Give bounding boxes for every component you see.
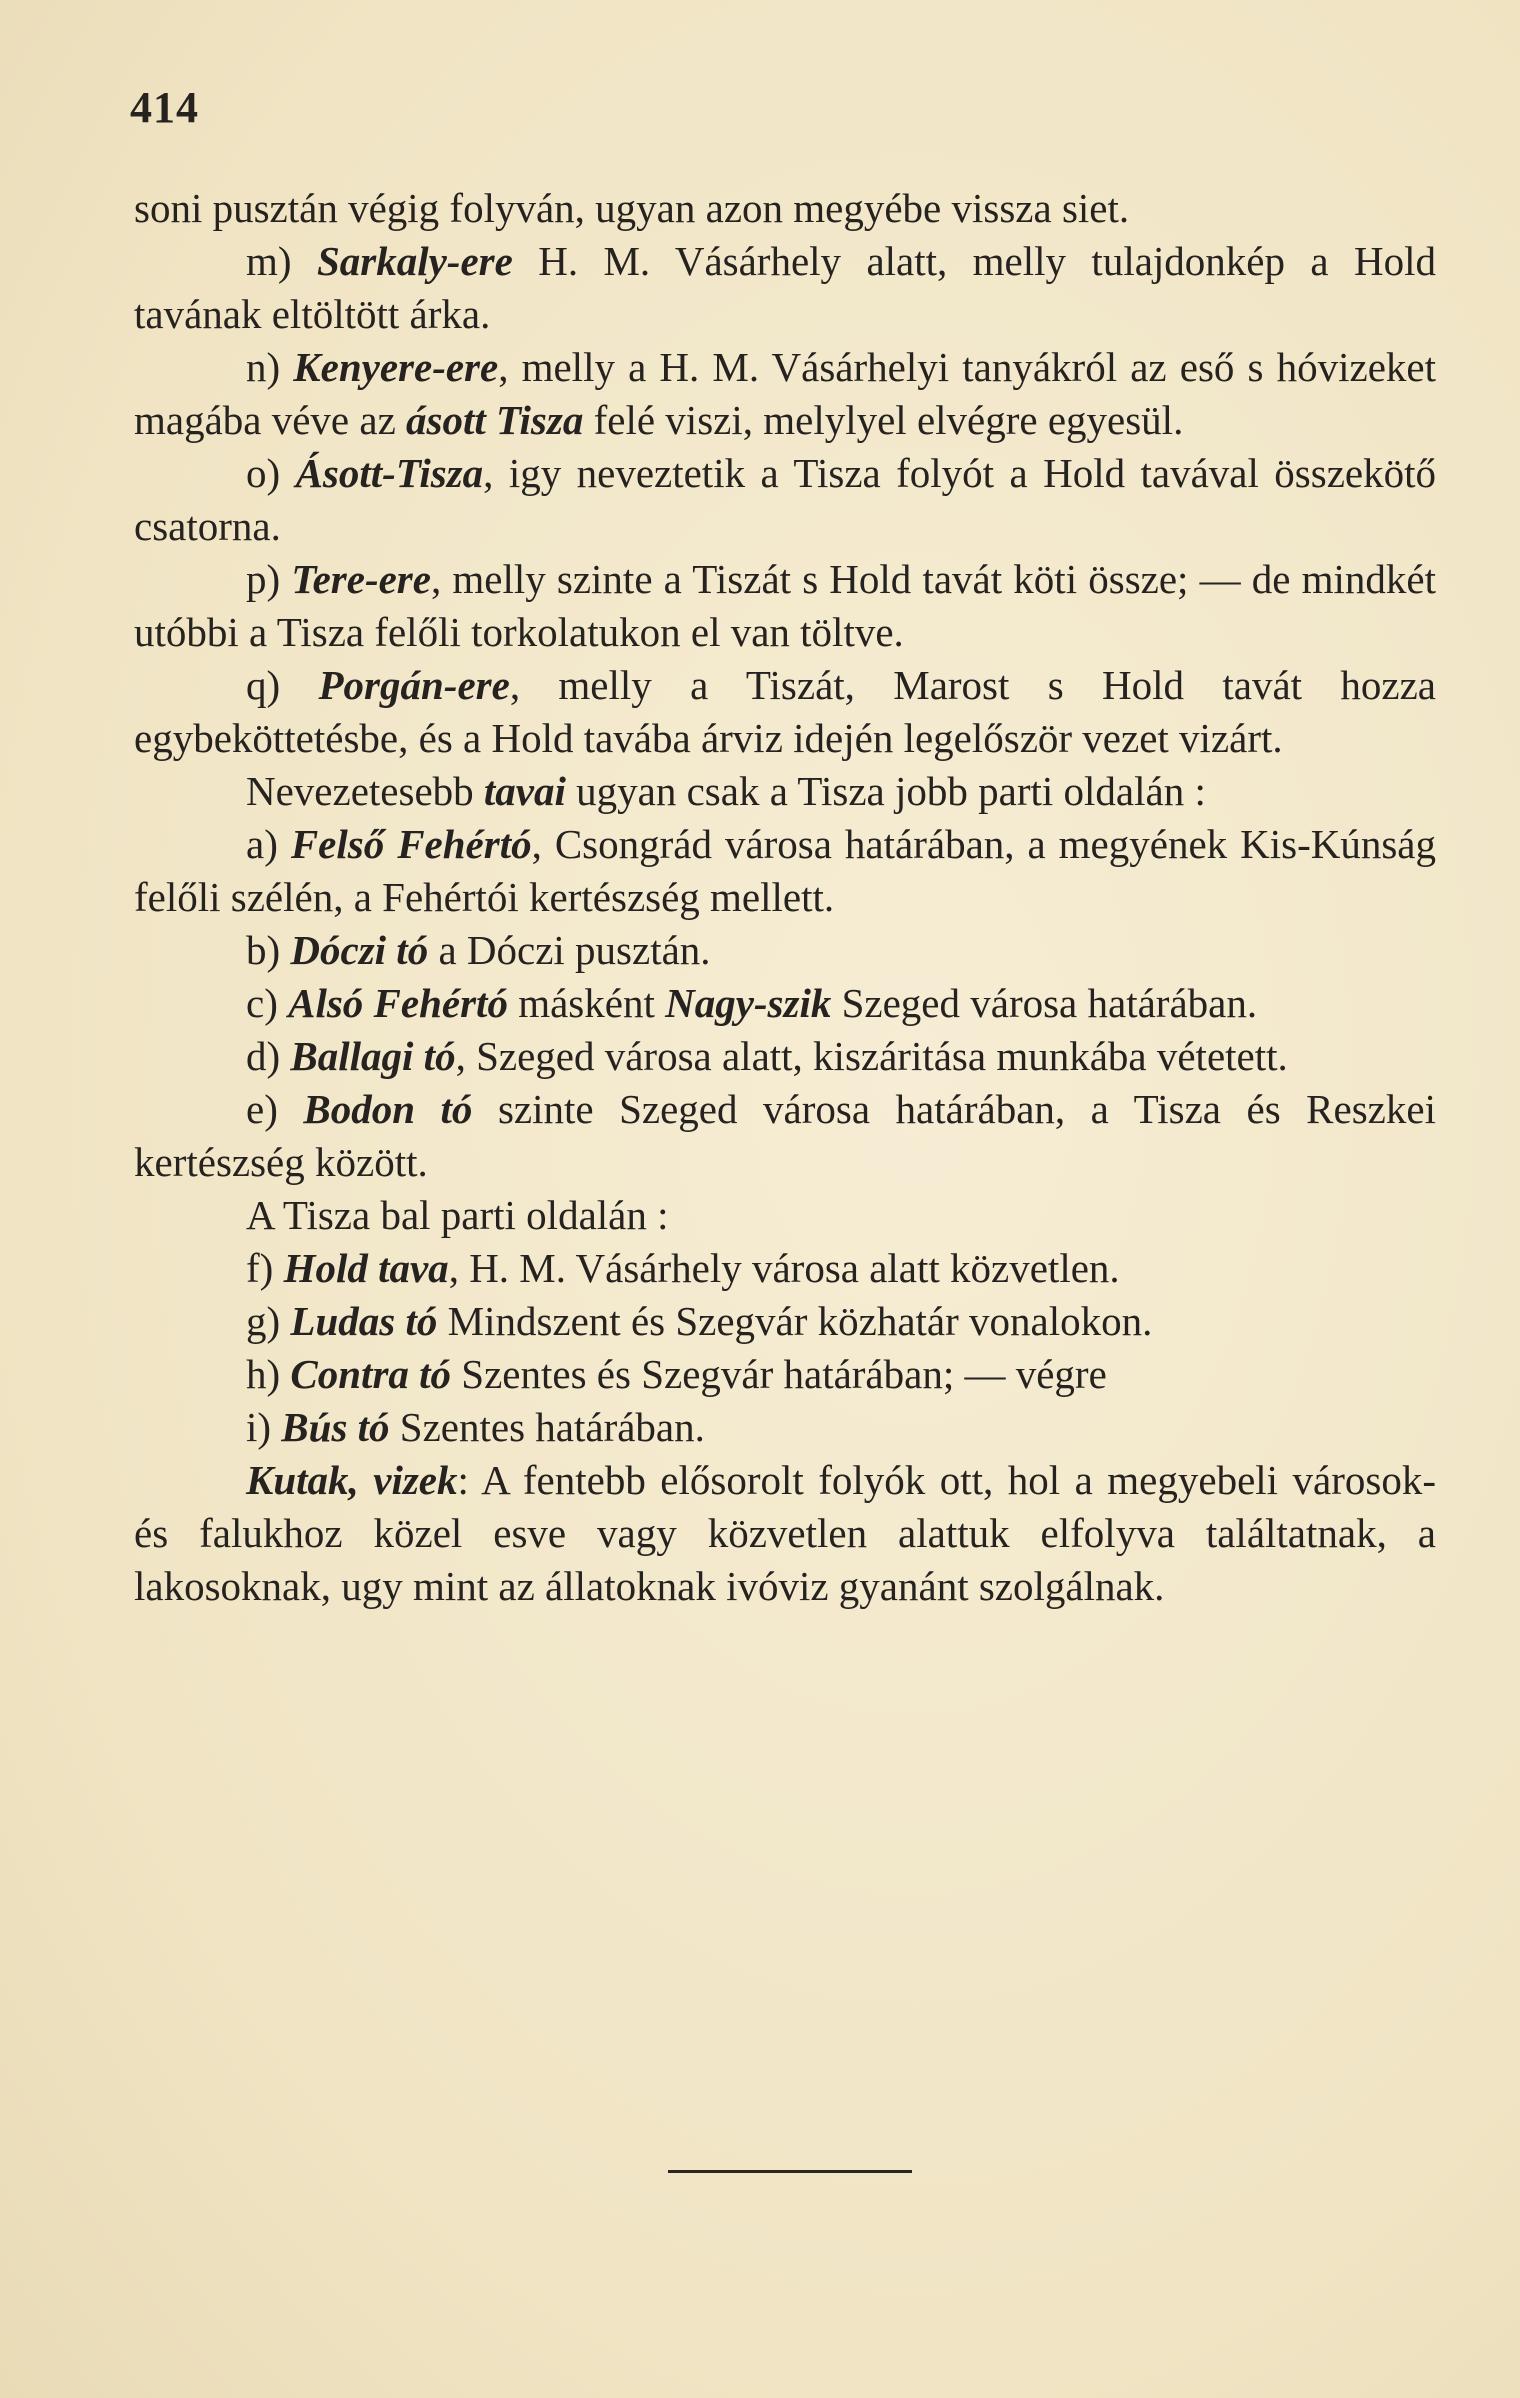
paragraph <box>134 1295 1436 1348</box>
emphasized-term: Bús tó <box>281 1404 390 1450</box>
emphasized-term: Ludas tó <box>290 1298 438 1344</box>
text-run: , Szeged városa alatt, kiszáritása munkába vétetett. <box>455 1033 1288 1079</box>
text-run: Szentes határában. <box>389 1404 705 1450</box>
paragraph <box>134 765 1436 818</box>
paragraph <box>134 1242 1436 1295</box>
paragraph <box>134 818 1436 924</box>
text-run: a Dóczi pusztán. <box>428 927 711 973</box>
emphasized-term: ásott Tisza <box>406 397 584 443</box>
emphasized-term: Porgán-ere <box>318 662 510 708</box>
text-run: Mindszent és Szegvár közhatár vonalokon. <box>437 1298 1153 1344</box>
text-run: a) <box>246 821 291 867</box>
paragraph <box>134 1348 1436 1401</box>
emphasized-term: Felső Fehértó <box>290 821 532 867</box>
text-run: i) <box>246 1404 282 1450</box>
paragraph <box>134 553 1436 659</box>
emphasized-term: Sarkaly-ere <box>316 238 513 284</box>
text-run: n) <box>246 344 294 390</box>
emphasized-term: Tere-ere <box>291 556 431 602</box>
emphasized-term: Hold tava <box>283 1245 449 1291</box>
paragraph <box>134 341 1436 447</box>
emphasized-term: Nagy-szik <box>665 980 832 1026</box>
text-run: m) <box>246 238 317 284</box>
text-run: c) <box>246 980 289 1026</box>
emphasized-term: Dóczi tó <box>290 927 429 973</box>
paragraph <box>134 1189 1436 1242</box>
text-run: f) <box>246 1245 284 1291</box>
text-run: A Tisza bal parti oldalán : <box>246 1192 669 1238</box>
page-number: 414 <box>130 83 199 132</box>
paragraph <box>134 1083 1436 1189</box>
emphasized-term: Ásott-Tisza <box>295 450 484 496</box>
section-divider <box>668 2170 912 2173</box>
emphasized-term: Kutak, vizek <box>246 1457 458 1503</box>
paragraph <box>134 1401 1436 1454</box>
emphasized-term: Contra tó <box>290 1351 452 1397</box>
text-run: o) <box>246 450 296 496</box>
text-run: , melly szinte a Tiszát s Hold tavát köti össze; — de mindkét utóbbi a Tisza felőli torkolatukon el van töltve. <box>134 556 1436 655</box>
body-text <box>134 182 1436 1613</box>
text-run: felé viszi, melylyel elvégre egyesül. <box>583 397 1184 443</box>
paragraph <box>134 182 1436 235</box>
text-run: , melly a H. M. Vásárhelyi tanyákról az eső s hóvizeket magába véve az <box>134 344 1436 443</box>
text-run: Szentes és Szegvár határában; — végre <box>451 1351 1107 1397</box>
text-run: : A fentebb elősorolt folyók ott, hol a megyebeli városok- és falukhoz közel esve vagy közvetlen alattuk elfolyva találtatnak, a lakosoknak, ugy mint az állatoknak ivóviz gyanánt szolgálnak. <box>134 1457 1436 1609</box>
text-run: e) <box>246 1086 304 1132</box>
text-run: q) <box>246 662 319 708</box>
text-run: Szeged városa határában. <box>831 980 1258 1026</box>
paragraph <box>134 1030 1436 1083</box>
text-run: Nevezetesebb <box>246 768 484 814</box>
text-run: , H. M. Vásárhely városa alatt közvetlen. <box>448 1245 1120 1291</box>
text-run: , igy neveztetik a Tisza folyót a Hold tavával összekötő csatorna. <box>134 450 1436 549</box>
paragraph <box>134 235 1436 341</box>
text-run: d) <box>246 1033 291 1079</box>
paragraph <box>134 659 1436 765</box>
paragraph <box>134 977 1436 1030</box>
text-run: b) <box>246 927 291 973</box>
text-run: , Csongrád városa határában, a megyének Kis-Kúnság felőli szélén, a Fehértói kertészség mellett. <box>134 821 1436 920</box>
paragraph <box>134 924 1436 977</box>
text-run: , melly a Tiszát, Marost s Hold tavát hozza egybeköttetésbe, és a Hold tavába árviz idején legelőször vezet vizárt. <box>134 662 1436 761</box>
text-run: ugyan csak a Tisza jobb parti oldalán : <box>565 768 1206 814</box>
emphasized-term: Kenyere-ere <box>293 344 499 390</box>
text-run: H. M. Vásárhely alatt, melly tulajdonkép a Hold tavának eltöltött árka. <box>134 238 1437 337</box>
text-run: p) <box>246 556 292 602</box>
text-run: másként <box>507 980 666 1026</box>
text-run: g) <box>246 1298 291 1344</box>
emphasized-term: Bodon tó <box>303 1086 473 1132</box>
emphasized-term: tavai <box>483 768 566 814</box>
paragraph <box>134 447 1436 553</box>
emphasized-term: Ballagi tó <box>290 1033 456 1079</box>
paragraph <box>134 1454 1436 1613</box>
text-run: szinte Szeged városa határában, a Tisza és Reszkei kertészség között. <box>134 1086 1436 1185</box>
text-run: h) <box>246 1351 291 1397</box>
emphasized-term: Alsó Fehértó <box>288 980 508 1026</box>
text-run: soni pusztán végig folyván, ugyan azon megyébe vissza siet. <box>134 185 1130 231</box>
